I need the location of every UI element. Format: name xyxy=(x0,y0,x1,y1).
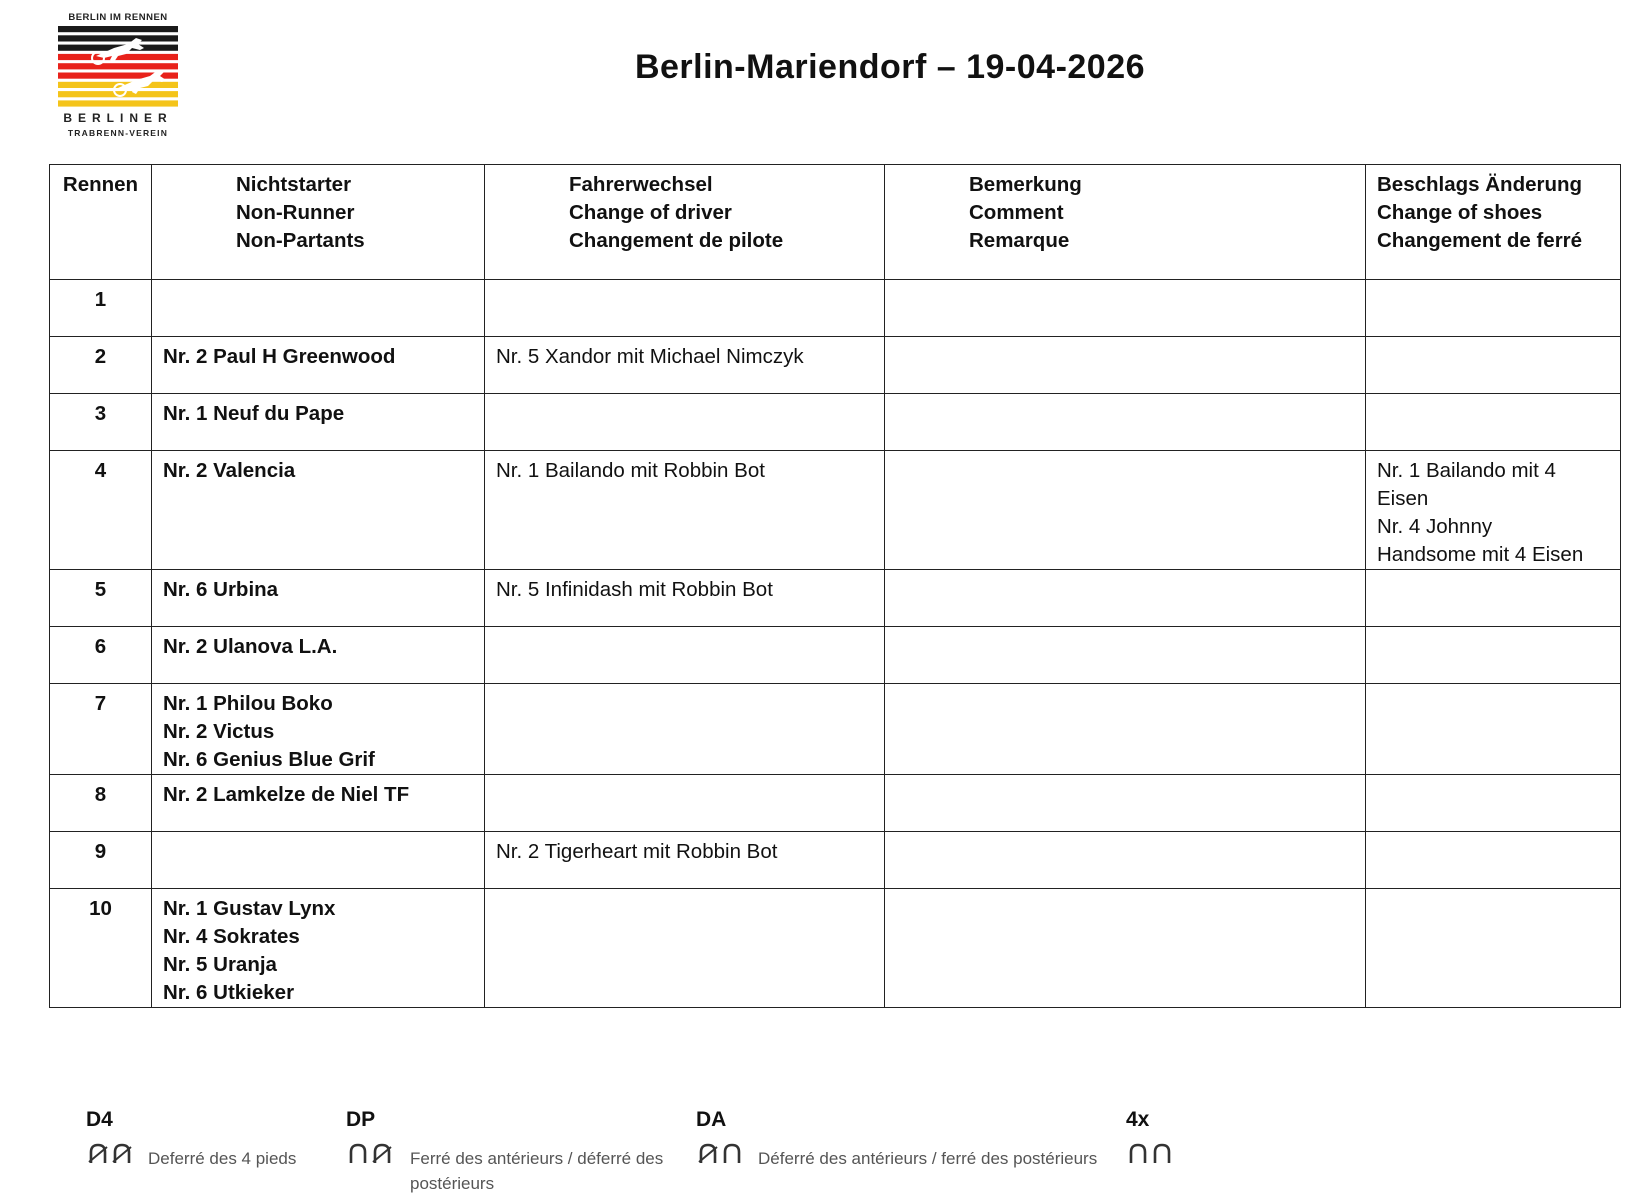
logo-stripe xyxy=(58,63,178,69)
cell-driver xyxy=(485,684,885,775)
cell-comment xyxy=(885,889,1366,1008)
cell-shoes xyxy=(1366,394,1621,451)
logo-bottom-text: BERLINER xyxy=(63,111,173,125)
cell-race: 2 xyxy=(50,337,152,394)
cell-line: Nr. 2 Tigerheart mit Robbin Bot xyxy=(496,840,778,863)
cell-comment xyxy=(885,627,1366,684)
table-row xyxy=(50,684,1621,775)
header-line: Changement de ferré xyxy=(1377,229,1583,252)
horseshoe-icon xyxy=(346,1142,394,1171)
changes-table xyxy=(49,164,1621,1008)
cell-nonrunners xyxy=(152,337,485,394)
cell-line: Nr. 1 Gustav Lynx xyxy=(163,897,336,920)
page-title: Berlin-Mariendorf – 19-04-2026 xyxy=(634,48,1146,86)
header-race-label: Rennen xyxy=(62,173,139,196)
header-line: Non-Partants xyxy=(236,229,365,252)
cell-nonrunners xyxy=(152,889,485,1008)
cell-shoes xyxy=(1366,684,1621,775)
legend-code: D4 xyxy=(86,1108,113,1131)
cell-line: Nr. 2 Victus xyxy=(163,720,275,743)
cell-comment xyxy=(885,394,1366,451)
cell-comment xyxy=(885,280,1366,337)
cell-race: 7 xyxy=(50,684,152,775)
header-shoes xyxy=(1366,165,1621,280)
table-row xyxy=(50,451,1621,570)
cell-shoes xyxy=(1366,889,1621,1008)
logo-stripe xyxy=(58,100,178,106)
cell-nonrunners xyxy=(152,775,485,832)
cell-line: Nr. 2 Ulanova L.A. xyxy=(163,635,338,658)
header-nonrunner xyxy=(152,165,485,280)
header-line: Nichtstarter xyxy=(236,173,352,196)
cell-line: Nr. 4 Sokrates xyxy=(163,925,300,948)
cell-race: 5 xyxy=(50,570,152,627)
cell-shoes xyxy=(1366,775,1621,832)
cell-nonrunners xyxy=(152,280,485,337)
horseshoe-icon xyxy=(1126,1142,1174,1171)
cell-comment xyxy=(885,684,1366,775)
cell-driver xyxy=(485,775,885,832)
cell-line: Nr. 5 Uranja xyxy=(163,953,277,976)
cell-line: Eisen xyxy=(1377,487,1429,510)
cell-nonrunners xyxy=(152,570,485,627)
legend-description xyxy=(410,1146,663,1196)
cell-line: Nr. 6 Urbina xyxy=(163,578,279,601)
table-row xyxy=(50,889,1621,1008)
legend-code: DA xyxy=(696,1108,727,1131)
legend-description-line: Ferré des antérieurs / déferré des xyxy=(410,1149,664,1168)
horseshoe-icon xyxy=(86,1142,134,1171)
logo-horse-icon xyxy=(58,26,178,110)
cell-driver xyxy=(485,280,885,337)
cell-comment xyxy=(885,451,1366,570)
header-line: Change of shoes xyxy=(1377,201,1543,224)
cell-nonrunners xyxy=(152,684,485,775)
cell-comment xyxy=(885,832,1366,889)
cell-driver xyxy=(485,451,885,570)
cell-race: 6 xyxy=(50,627,152,684)
logo-stripe xyxy=(58,26,178,32)
header-line: Beschlags Änderung xyxy=(1377,173,1583,196)
header-line: Changement de pilote xyxy=(569,229,784,252)
table-row xyxy=(50,832,1621,889)
cell-driver xyxy=(485,337,885,394)
table-row xyxy=(50,627,1621,684)
cell-comment xyxy=(885,337,1366,394)
cell-race: 8 xyxy=(50,775,152,832)
header-row xyxy=(50,165,1621,280)
header-line: Change of driver xyxy=(569,201,732,224)
logo-bottom-text-2: TRABRENN-VEREIN xyxy=(67,128,169,138)
header-comment xyxy=(885,165,1366,280)
cell-line: Nr. 2 Paul H Greenwood xyxy=(163,345,396,368)
cell-line: Nr. 6 Genius Blue Grif xyxy=(163,748,375,771)
cell-shoes xyxy=(1366,337,1621,394)
cell-line: Nr. 1 Neuf du Pape xyxy=(163,402,345,425)
header-line: Comment xyxy=(969,201,1064,224)
legend-item xyxy=(1126,1108,1586,1188)
table-row xyxy=(50,775,1621,832)
cell-nonrunners xyxy=(152,451,485,570)
legend-item xyxy=(696,1108,1156,1188)
cell-line: Nr. 6 Utkieker xyxy=(163,981,295,1004)
cell-shoes xyxy=(1366,832,1621,889)
legend-description-line: postérieurs xyxy=(410,1174,495,1193)
legend-code: 4x xyxy=(1126,1108,1150,1131)
cell-driver xyxy=(485,832,885,889)
cell-race: 10 xyxy=(50,889,152,1008)
table-row xyxy=(50,570,1621,627)
table-row xyxy=(50,280,1621,337)
logo-top-text: BERLIN IM RENNEN xyxy=(68,12,168,23)
legend-code: DP xyxy=(346,1108,376,1131)
cell-race: 4 xyxy=(50,451,152,570)
logo-stripe xyxy=(58,35,178,41)
logo xyxy=(56,10,180,140)
legend-description-line: Deferré des 4 pieds xyxy=(148,1149,297,1168)
horseshoe-icon xyxy=(696,1142,744,1171)
cell-race: 1 xyxy=(50,280,152,337)
cell-race: 9 xyxy=(50,832,152,889)
header-race xyxy=(50,165,152,280)
cell-nonrunners xyxy=(152,627,485,684)
table-row xyxy=(50,337,1621,394)
legend-description-line: Déferré des antérieurs / ferré des postérieurs xyxy=(758,1149,1098,1168)
cell-nonrunners xyxy=(152,394,485,451)
cell-line: Nr. 2 Valencia xyxy=(163,459,296,482)
cell-line: Handsome mit 4 Eisen xyxy=(1377,543,1584,566)
cell-line: Nr. 5 Xandor mit Michael Nimczyk xyxy=(496,345,804,368)
legend-description xyxy=(148,1146,296,1171)
cell-driver xyxy=(485,570,885,627)
cell-driver xyxy=(485,889,885,1008)
header-line: Non-Runner xyxy=(236,201,355,224)
cell-comment xyxy=(885,775,1366,832)
cell-shoes xyxy=(1366,627,1621,684)
cell-driver xyxy=(485,627,885,684)
cell-line: Nr. 2 Lamkelze de Niel TF xyxy=(163,783,410,806)
cell-line: Nr. 5 Infinidash mit Robbin Bot xyxy=(496,578,773,601)
cell-line: Nr. 4 Johnny xyxy=(1377,515,1493,538)
header-line: Remarque xyxy=(969,229,1070,252)
cell-nonrunners xyxy=(152,832,485,889)
header-line: Fahrerwechsel xyxy=(569,173,713,196)
cell-line: Nr. 1 Bailando mit Robbin Bot xyxy=(496,459,765,482)
cell-race: 3 xyxy=(50,394,152,451)
cell-shoes xyxy=(1366,280,1621,337)
header-driver xyxy=(485,165,885,280)
legend-description xyxy=(758,1146,1097,1171)
table-row xyxy=(50,394,1621,451)
cell-line: Nr. 1 Bailando mit 4 xyxy=(1377,459,1556,482)
cell-shoes xyxy=(1366,570,1621,627)
cell-shoes xyxy=(1366,451,1621,570)
cell-line: Nr. 1 Philou Boko xyxy=(163,692,333,715)
cell-comment xyxy=(885,570,1366,627)
header-line: Bemerkung xyxy=(969,173,1082,196)
cell-driver xyxy=(485,394,885,451)
